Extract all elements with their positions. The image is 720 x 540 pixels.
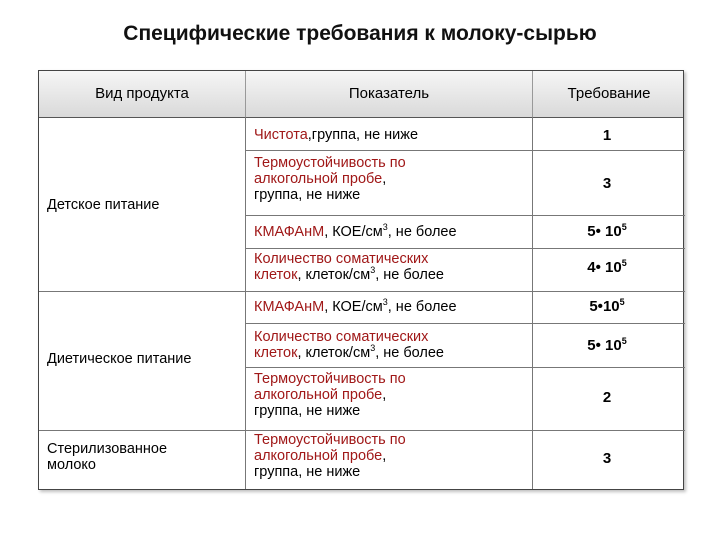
indicator-red: Термоустойчивость по xyxy=(254,155,406,171)
group-divider xyxy=(39,291,685,292)
indicator-cell xyxy=(254,299,457,315)
indicator-cell xyxy=(254,251,444,283)
indicator-red: клеток xyxy=(254,345,298,361)
indicator-red: Количество соматических xyxy=(254,251,429,267)
row-divider xyxy=(245,323,685,324)
indicator-text: группа, не ниже xyxy=(254,187,361,203)
requirement-value: 5• $10^5$ xyxy=(587,336,627,354)
indicator-red: алкогольной пробе xyxy=(254,448,383,464)
requirement-value: 3 xyxy=(602,450,612,467)
indicator-text: , не более xyxy=(375,267,445,283)
group-sterile-line2: молоко xyxy=(47,457,96,473)
column-divider xyxy=(532,117,533,489)
indicator-red: алкогольной пробе xyxy=(254,171,383,187)
indicator-text: ,группа, не ниже xyxy=(307,127,419,143)
indicator-text: , не более xyxy=(375,345,445,361)
indicator-cell xyxy=(254,329,444,361)
header-divider xyxy=(532,71,533,117)
indicator-text: , не более xyxy=(387,224,457,240)
indicator-cell xyxy=(254,155,406,203)
indicator-cell xyxy=(254,224,457,240)
superscript: 3 xyxy=(382,297,388,308)
requirement-value: 3 xyxy=(602,175,612,192)
indicator-cell xyxy=(254,371,406,419)
requirement-value: $5•10^5$ xyxy=(589,297,625,315)
row-divider xyxy=(245,367,685,368)
superscript: 3 xyxy=(370,343,376,354)
requirement-value: 2 xyxy=(602,389,612,406)
indicator-text: , КОЕ/см xyxy=(324,299,383,315)
indicator-red: алкогольной пробе xyxy=(254,387,383,403)
indicator-text: группа, не ниже xyxy=(254,464,361,480)
indicator-text: , xyxy=(382,387,387,403)
indicator-red: Количество соматических xyxy=(254,329,429,345)
row-divider xyxy=(245,248,685,249)
indicator-text: , xyxy=(382,448,387,464)
requirements-table xyxy=(38,70,684,490)
table-header xyxy=(39,71,683,118)
group-sterile xyxy=(47,441,167,473)
header-requirement: Требование xyxy=(567,85,651,102)
header-product: Вид продукта xyxy=(95,85,189,102)
indicator-red: КМАФАнМ xyxy=(254,224,325,240)
row-divider xyxy=(245,150,685,151)
group-baby: Детское питание xyxy=(47,197,160,213)
indicator-text: группа, не ниже xyxy=(254,403,361,419)
superscript: 3 xyxy=(382,222,388,233)
indicator-text: , КОЕ/см xyxy=(324,224,383,240)
indicator-text: , клеток/см xyxy=(297,267,371,283)
indicator-red: Термоустойчивость по xyxy=(254,432,406,448)
header-indicator: Показатель xyxy=(348,85,430,102)
indicator-text: , клеток/см xyxy=(297,345,371,361)
indicator-text: , не более xyxy=(387,299,457,315)
group-divider xyxy=(39,430,685,431)
indicator-red: Чистота xyxy=(254,127,308,143)
requirement-value: 4• $10^5$ xyxy=(587,258,627,276)
group-diet: Диетическое питание xyxy=(47,351,192,367)
indicator-text: , xyxy=(382,171,387,187)
superscript: 3 xyxy=(370,265,376,276)
row-divider xyxy=(245,215,685,216)
group-sterile-line1: Стерилизованное xyxy=(47,441,168,457)
requirement-value: 5• $10^5$ xyxy=(587,222,627,240)
slide-title: Специфические требования к молоку-сырью xyxy=(123,22,597,45)
header-divider xyxy=(245,71,246,117)
indicator-cell xyxy=(254,127,418,143)
requirement-value: 1 xyxy=(602,127,612,144)
indicator-red: клеток xyxy=(254,267,298,283)
indicator-red: Термоустойчивость по xyxy=(254,371,406,387)
indicator-cell xyxy=(254,432,406,480)
column-divider xyxy=(245,117,246,489)
indicator-red: КМАФАнМ xyxy=(254,299,325,315)
